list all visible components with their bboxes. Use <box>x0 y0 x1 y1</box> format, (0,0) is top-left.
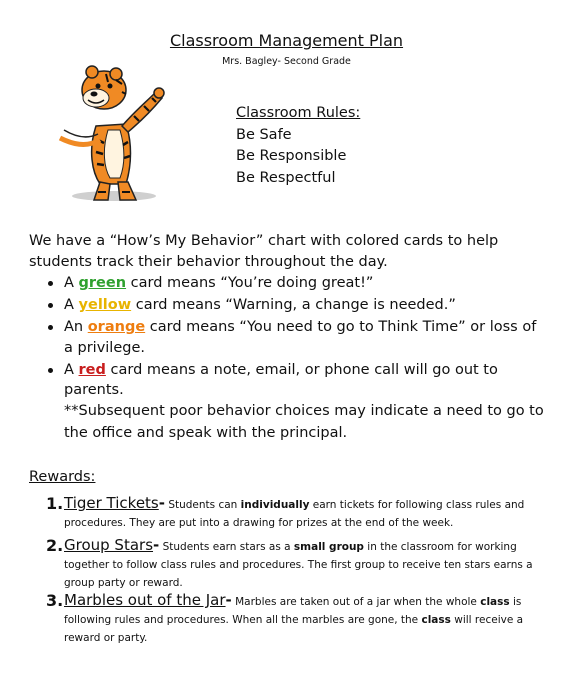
reward-emphasis: class <box>480 596 510 608</box>
reward-number: 3. <box>46 591 64 610</box>
page-title: Classroom Management Plan <box>169 31 404 50</box>
card-color-word: green <box>78 275 127 291</box>
rule-item: Be Safe <box>236 126 292 143</box>
reward-number: 2. <box>46 536 64 555</box>
reward-text: Students can <box>164 499 241 511</box>
reward-text: Marbles are taken out of a jar when the whole <box>231 596 481 608</box>
list-item <box>46 317 546 358</box>
card-prefix: A <box>64 361 79 378</box>
card-meaning: card means “You need to go to Think Time” or loss of a privilege. <box>64 319 537 356</box>
list-item <box>46 360 546 401</box>
rule-item: Be Respectful <box>236 169 336 186</box>
list-item <box>46 273 546 294</box>
reward-text: is following rules and procedures. When all the marbles are gone, the <box>64 596 522 626</box>
card-meaning: card means a note, email, or phone call will go out to parents. <box>64 361 498 398</box>
reward-item-group-stars <box>46 536 556 592</box>
card-prefix: A <box>64 275 79 291</box>
bullet-icon <box>48 368 53 373</box>
rule-item: Be Responsible <box>236 148 347 164</box>
rewards-heading: Rewards: <box>29 469 96 485</box>
card-meaning: card means “Warning, a change is needed.” <box>131 297 456 313</box>
behavior-note: **Subsequent poor behavior choices may indicate a need to go to the office and speak with the principal. <box>64 403 544 441</box>
reward-name: Tiger Tickets <box>64 494 159 512</box>
bullet-icon <box>48 303 53 308</box>
card-color-word: red <box>78 361 106 378</box>
reward-text: earn tickets for following class rules and procedures. They are put into a drawing for prizes at the end of the week. <box>64 499 525 529</box>
rules-heading: Classroom Rules: <box>236 105 361 121</box>
reward-dash: - <box>225 591 232 609</box>
list-item <box>46 295 546 316</box>
reward-item-tiger-tickets <box>46 494 556 532</box>
card-meaning: card means “You’re doing great!” <box>126 275 374 291</box>
behavior-intro: We have a “How’s My Behavior” chart with colored cards to help students track their behavior throughout the day. <box>29 233 499 270</box>
reward-dash: - <box>153 536 160 554</box>
reward-emphasis: small group <box>293 541 364 553</box>
reward-name: Group Stars <box>64 536 154 554</box>
reward-emphasis: individually <box>240 499 310 511</box>
card-prefix: A <box>64 297 79 313</box>
page-subtitle: Mrs. Bagley- Second Grade <box>222 56 351 67</box>
reward-emphasis: class <box>421 614 451 626</box>
reward-text: in the classroom for working together to follow class rules and procedures. The first group to receive ten stars earns a group party or reward. <box>64 541 533 589</box>
tiger-mascot-icon <box>52 60 172 210</box>
reward-text: Students earn stars as a <box>159 541 294 553</box>
reward-name: Marbles out of the Jar <box>64 591 226 609</box>
classroom-rules <box>236 103 360 189</box>
reward-text: will receive a reward or party. <box>64 614 524 644</box>
card-color-word: yellow <box>78 297 132 313</box>
bullet-icon <box>48 281 53 286</box>
bullet-icon <box>48 325 53 330</box>
reward-item-marbles <box>46 591 556 647</box>
reward-dash: - <box>158 494 165 512</box>
card-color-word: orange <box>87 319 146 335</box>
card-color-list <box>46 273 546 402</box>
card-prefix: An <box>64 319 88 335</box>
reward-number: 1. <box>46 494 64 513</box>
